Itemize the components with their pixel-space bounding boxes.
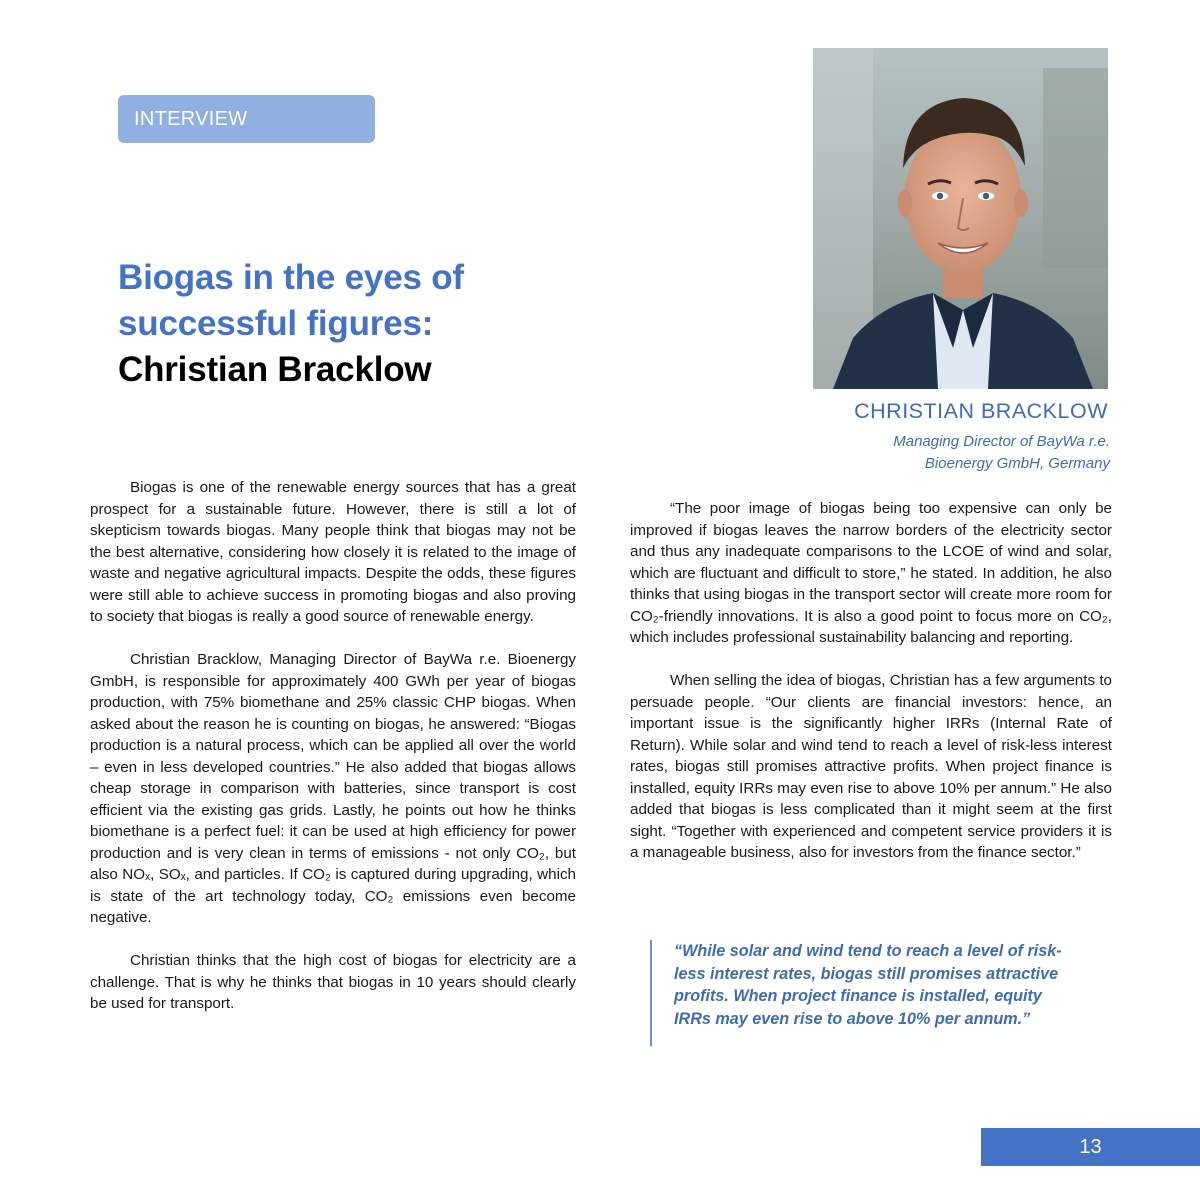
page-number: 13	[981, 1128, 1200, 1166]
body-paragraph: When selling the idea of biogas, Christian has a few arguments to persuade people. “Our clients are financial investors: hence, an important issue is the significantly higher IRRs (Internal Rate of Return). While solar and wind tend to reach a level of risk-less interest rates, biogas still promises attractive profits. When project finance is installed, equity IRRs may even rise to above 10% per annum.” He also added that biogas is less complicated than it might seem at the first sight. “Together with experienced and competent service providers it is a manageable business, also for investors from the finance sector.”	[630, 672, 1112, 861]
section-tag: INTERVIEW	[118, 95, 375, 143]
body-paragraph: Biogas is one of the renewable energy sources that has a great prospect for a sustainable future. However, there is still a lot of skepticism towards biogas. Many people think that biogas may not be the best alternative, considering how closely it is related to the image of waste and negative agricultural impacts. Despite the odds, these figures were still able to achieve success in promoting biogas and also proving to society that biogas is really a good source of renewable energy.	[90, 479, 576, 625]
pull-quote-text: “While solar and wind tend to reach a level of risk-less interest rates, biogas still promises attractive profits. When project finance is installed, equity IRRs may even rise to above 10% per annum.”	[674, 942, 1062, 1028]
body-paragraph: Christian Bracklow, Managing Director of BayWa r.e. Bioenergy GmbH, is responsible for approximately 400 GWh per year of biogas production, with 75% biomethane and 25% classic CHP biogas. When asked about the reason he is counting on biogas, he answered: “Biogas production is a natural process, which can be applied all over the world – even in less developed countries.” He also added that biogas allows cheap storage in comparison with batteries, since transport is cost efficient via the existing gas grids. Lastly, he points out how he thinks biomethane is a perfect fuel: it can be used at high efficiency for power production and is very clean in terms of emissions - not only CO₂, but also NOₓ, SOₓ, and particles. If CO₂ is captured during upgrading, which is state of the art technology today, CO₂ emissions even become negative.	[90, 651, 576, 926]
pull-quote	[650, 940, 1082, 1046]
body-paragraph: Christian thinks that the high cost of biogas for electricity are a challenge. That is why he thinks that biogas in 10 years should clearly be used for transport.	[90, 952, 576, 1012]
right-column	[630, 498, 1112, 864]
headline-line-1: Biogas in the eyes of	[118, 258, 464, 297]
interviewee-role	[700, 431, 1110, 475]
interviewee-name: CHRISTIAN BRACKLOW	[854, 399, 1108, 423]
left-column	[90, 477, 576, 1015]
role-line-2: Bioenergy GmbH, Germany	[924, 455, 1110, 472]
role-line-1: Managing Director of BayWa r.e.	[893, 433, 1110, 450]
headline-line-3: Christian Bracklow	[118, 350, 432, 389]
portrait-photo	[813, 48, 1108, 389]
headline-line-2: successful figures:	[118, 304, 434, 343]
article-headline	[118, 255, 578, 393]
body-paragraph: “The poor image of biogas being too expensive can only be improved if biogas leaves the narrow borders of the electricity sector and thus any inadequate comparisons to the LCOE of wind and solar, which are fluctuant and difficult to store,” he stated. In addition, he also thinks that using biogas in the transport sector will create more room for CO₂-friendly innovations. It is also a good point to focus more on CO₂, which includes professional sustainability balancing and reporting.	[630, 500, 1112, 646]
portrait-illustration	[813, 48, 1108, 389]
